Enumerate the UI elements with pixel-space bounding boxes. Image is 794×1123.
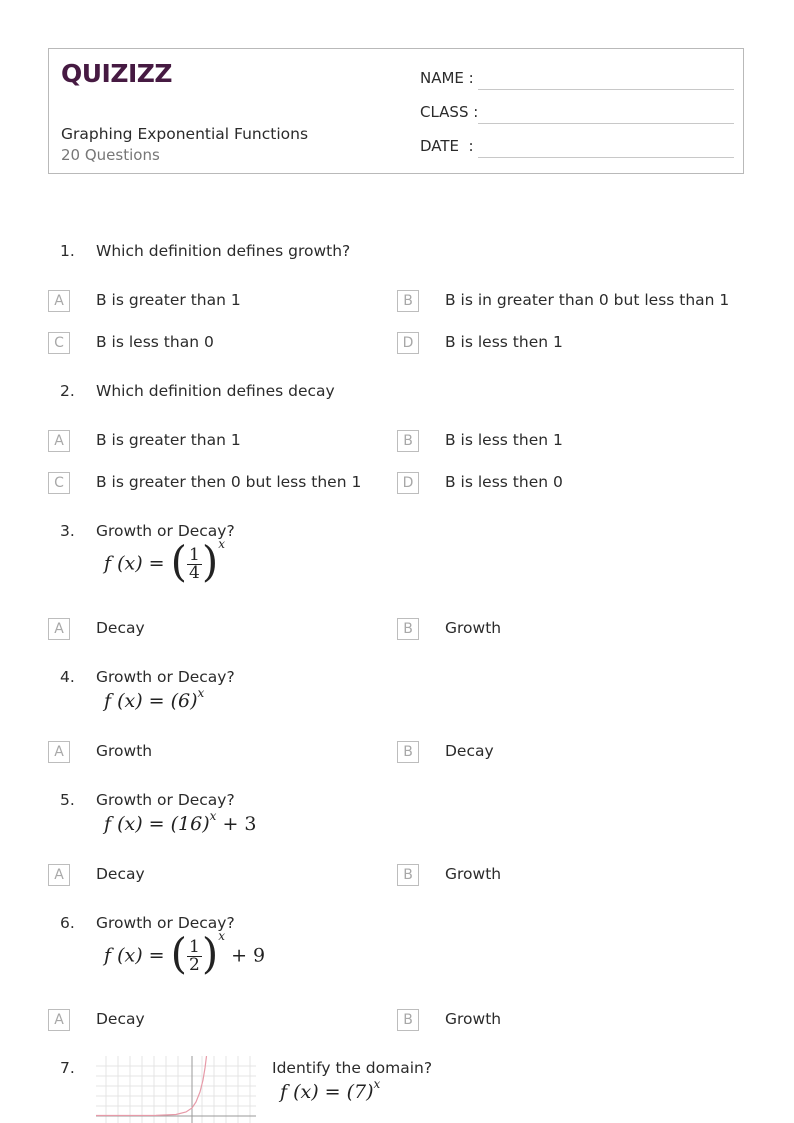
option-box-a[interactable]: A (48, 430, 70, 452)
question-text: Which definition defines growth? (96, 242, 351, 260)
option-text-c: B is less than 0 (96, 333, 214, 351)
formula-exponent: x (218, 928, 226, 943)
date-line (478, 157, 734, 158)
option-text-b: Growth (445, 619, 502, 637)
formula-expr: f (x) = (7) (280, 1081, 374, 1103)
question-text: Growth or Decay? (96, 914, 235, 932)
class-label: CLASS : (420, 103, 479, 121)
option-text-b: Decay (445, 742, 494, 760)
question-number: 4. (60, 668, 75, 686)
option-box-d[interactable]: D (397, 472, 419, 494)
option-text-d: B is less then 1 (445, 333, 563, 351)
fraction-denominator: 4 (189, 563, 200, 583)
function-formula (104, 809, 257, 835)
option-text-b: B is in greater than 0 but less than 1 (445, 291, 730, 309)
option-text-a: B is greater than 1 (96, 291, 241, 309)
option-box-b[interactable]: B (397, 1009, 419, 1031)
name-field[interactable] (420, 69, 474, 87)
option-box-a[interactable]: A (48, 290, 70, 312)
formula-tail: + 9 (231, 944, 266, 967)
option-box-c[interactable]: C (48, 472, 70, 494)
option-text-a: Decay (96, 1010, 145, 1028)
option-box-a[interactable]: A (48, 864, 70, 886)
option-text-b: Growth (445, 865, 502, 883)
function-formula (104, 686, 205, 712)
function-formula: f (x) = ( $\frac{1}{4}$ )$^x$ (104, 536, 226, 586)
option-box-a[interactable]: A (48, 1009, 70, 1031)
option-box-b[interactable]: B (397, 290, 419, 312)
worksheet-header (48, 48, 744, 174)
option-box-b[interactable]: B (397, 618, 419, 640)
option-box-a[interactable]: A (48, 618, 70, 640)
worksheet-title: Graphing Exponential Functions (61, 125, 309, 143)
option-text-d: B is less then 0 (445, 473, 563, 491)
formula-expr: f (x) = (6) (104, 690, 198, 712)
option-text-a: Decay (96, 619, 145, 637)
graph-grid (96, 1056, 256, 1123)
fraction-denominator: 2 (189, 955, 200, 975)
question-text: Growth or Decay? (96, 522, 235, 540)
question-number: 7. (60, 1059, 75, 1077)
quizizz-logo: QUIZIZZ (61, 59, 173, 88)
formula-tail: + 3 (222, 813, 257, 835)
fraction-numerator: 1 (189, 545, 200, 565)
option-text-b: B is less then 1 (445, 431, 563, 449)
function-formula (280, 1077, 381, 1103)
question-number: 2. (60, 382, 75, 400)
option-text-a: B is greater than 1 (96, 431, 241, 449)
option-box-c[interactable]: C (48, 332, 70, 354)
question-number: 6. (60, 914, 75, 932)
class-field[interactable] (420, 103, 478, 121)
name-label: NAME : (420, 69, 474, 87)
question-text: Growth or Decay? (96, 668, 235, 686)
question-number: 1. (60, 242, 75, 260)
class-line (478, 123, 734, 124)
formula-exponent: x (218, 536, 226, 551)
formula-lhs: f (x) = (104, 552, 165, 575)
question-number: 3. (60, 522, 75, 540)
question-text: Growth or Decay? (96, 791, 235, 809)
option-text-c: B is greater then 0 but less then 1 (96, 473, 362, 491)
date-field[interactable] (420, 137, 474, 155)
formula-expr: f (x) = (16) (104, 813, 210, 835)
exponential-graph-image (96, 1056, 256, 1123)
formula-exponent: x (197, 686, 205, 700)
option-box-b[interactable]: B (397, 864, 419, 886)
option-box-d[interactable]: D (397, 332, 419, 354)
name-line (478, 89, 734, 90)
option-text-a: Decay (96, 865, 145, 883)
option-box-b[interactable]: B (397, 741, 419, 763)
option-box-a[interactable]: A (48, 741, 70, 763)
formula-exponent: x (209, 809, 217, 823)
question-number: 5. (60, 791, 75, 809)
question-count: 20 Questions (61, 146, 160, 164)
option-text-a: Growth (96, 742, 153, 760)
option-box-b[interactable]: B (397, 430, 419, 452)
fraction-numerator: 1 (189, 937, 200, 957)
formula-exponent: x (373, 1077, 381, 1091)
option-text-b: Growth (445, 1010, 502, 1028)
question-text: Which definition defines decay (96, 382, 335, 400)
date-label: DATE : (420, 137, 474, 155)
formula-lhs: f (x) = (104, 944, 165, 967)
function-formula: f (x) = ( $\frac{1}{2}$ )$^x$ + 9 (104, 928, 266, 978)
question-text: Identify the domain? (272, 1059, 433, 1077)
